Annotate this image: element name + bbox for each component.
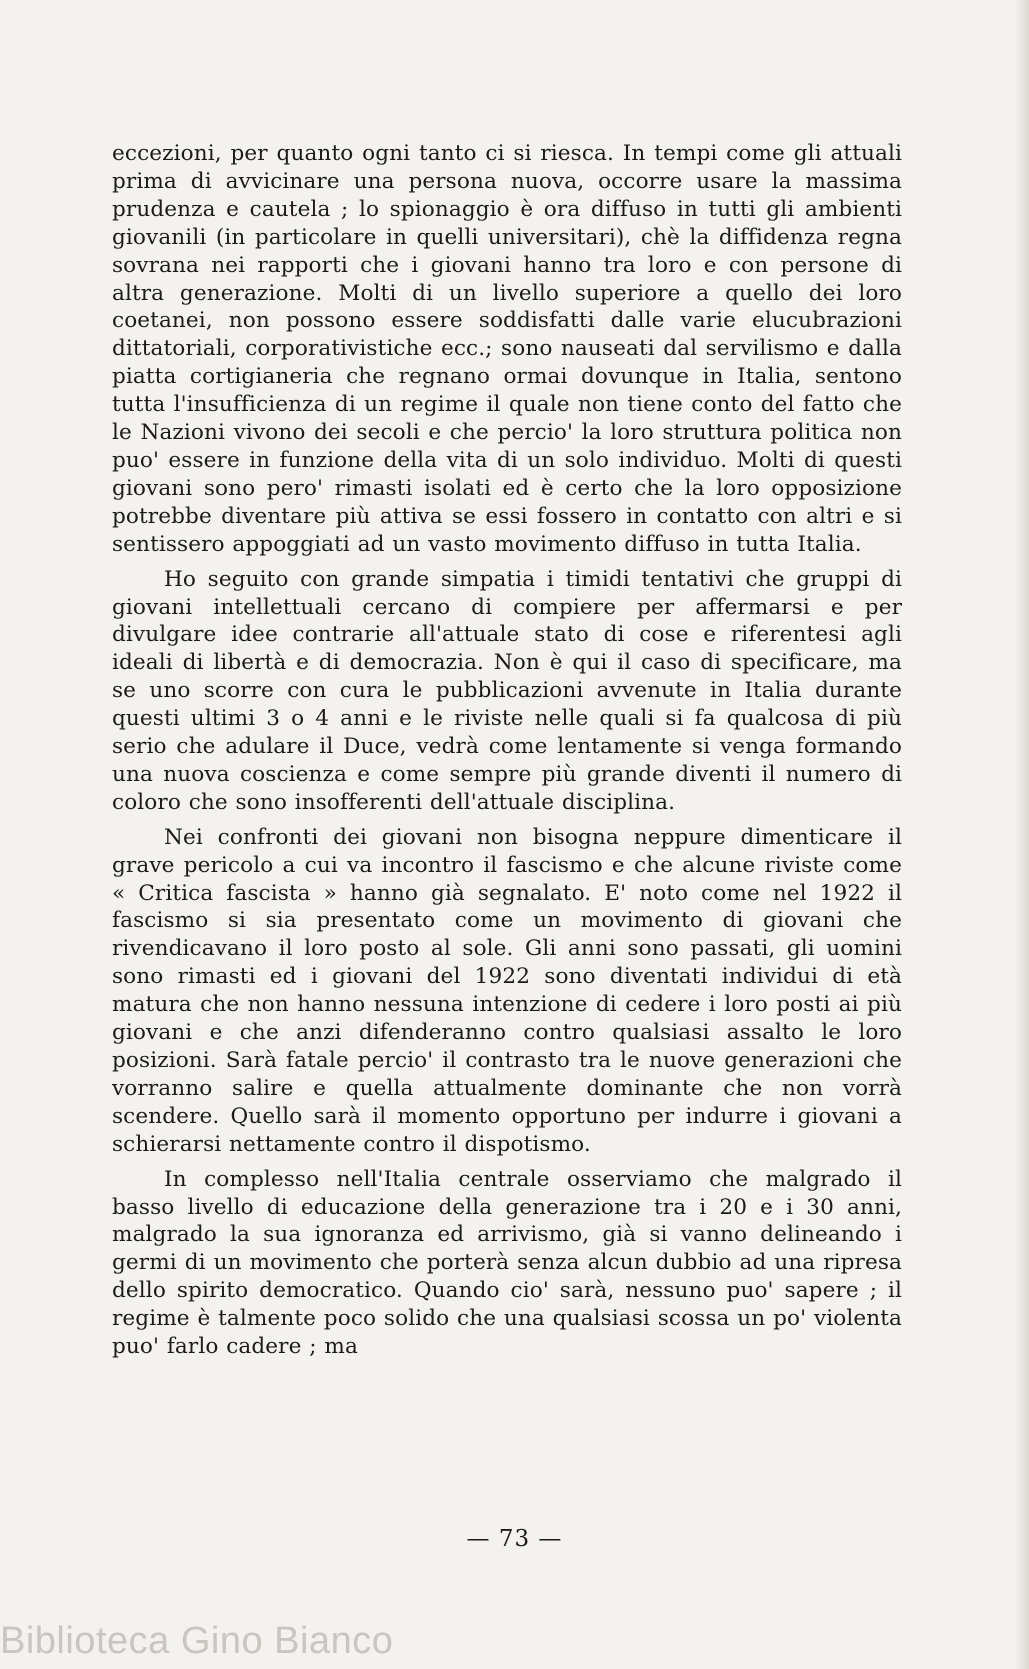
page-edge-shadow [1015,0,1029,1669]
paragraph-1: eccezioni, per quanto ogni tanto ci si riesca. In tempi come gli attuali prima di avvicinare una persona nuova, occorre usare la massima prudenza e cautela ; lo spionaggio è ora diffuso in tutti gli ambienti giovanili (in particolare in quelli universitari), chè la diffidenza regna sovrana nei rapporti che i giovani hanno tra loro e con persone di altra generazione. Molti di un livello superiore a quello dei loro coetanei, non possono essere soddisfatti dalle varie elucubrazioni dittatoriali, corporativistiche ecc.; sono nauseati dal servilismo e dalla piatta cortigianeria che regnano ormai dovunque in Italia, sentono tutta l'insufficienza di un regime il quale non tiene conto del fatto che le Nazioni vivono dei secoli e che percio' la loro struttura politica non puo' essere in funzione della vita di un solo individuo. Molti di questi giovani sono pero' rimasti isolati ed è certo che la loro opposizione potrebbe diventare più attiva se essi fossero in contatto con altri e si sentissero appoggiati ad un vasto movimento diffuso in tutta Italia. [112,141,902,557]
paragraph-4: In complesso nell'Italia centrale osserviamo che malgrado il basso livello di educazione della generazione tra i 20 e i 30 anni, malgrado la sua ignoranza ed arrivismo, già si vanno delineando i germi di un movimento che porterà senza alcun dubbio ad una ripresa dello spirito democratico. Quando cio' sarà, nessuno puo' sapere ; il regime è talmente poco solido che una qualsiasi scossa un po' violenta puo' farlo cadere ; ma [112,1166,902,1360]
paragraph-3: Nei confronti dei giovani non bisogna neppure dimenticare il grave pericolo a cui va incontro il fascismo e che alcune riviste come « Critica fascista » hanno già segnalato. E' noto come nel 1922 il fascismo si sia presentato come un movimento di giovani che rivendicavano il loro posto al sole. Gli anni sono passati, gli uomini sono rimasti ed i giovani del 1922 sono diventati individui di età matura che non hanno nessuna intenzione di cedere i loro posti ai più giovani e che anzi difenderanno contro qualsiasi assalto le loro posizioni. Sarà fatale percio' il contrasto tra le nuove generazioni che vorranno salire e quella attualmente dominante che non vorrà scendere. Quello sarà il momento opportuno per indurre i giovani a schierarsi nettamente contro il dispotismo. [112,824,902,1157]
body-text [112,140,902,1361]
library-watermark: Biblioteca Gino Bianco [0,1620,394,1662]
page-number: — 73 — [466,1526,563,1552]
paragraph-2: Ho seguito con grande simpatia i timidi tentativi che gruppi di giovani intellettuali cercano di compiere per affermarsi e per divulgare idee contrarie all'attuale stato di cose e riferentesi agli ideali di libertà e di democrazia. Non è qui il caso di specificare, ma se uno scorre con cura le pubblicazioni avvenute in Italia durante questi ultimi 3 o 4 anni e le riviste nelle quali si fa qualcosa di più serio che adulare il Duce, vedrà come lentamente si venga formando una nuova coscienza e come sempre più grande diventi il numero di coloro che sono insofferenti dell'attuale disciplina. [112,566,902,815]
